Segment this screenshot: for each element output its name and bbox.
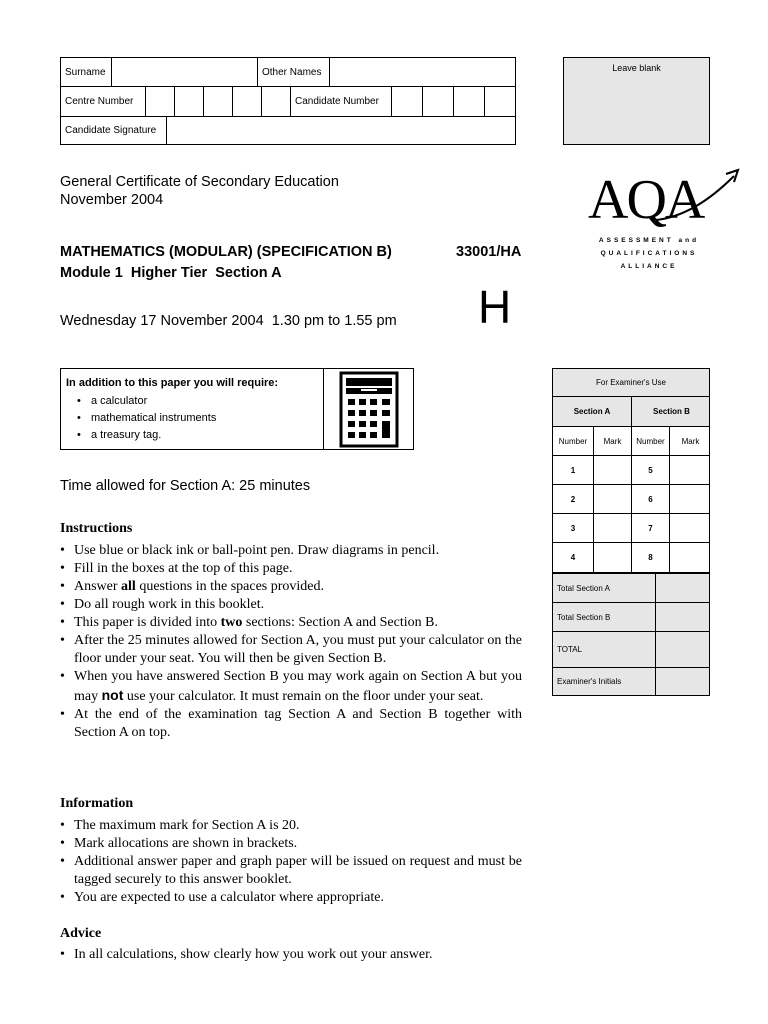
instructions-list [60, 542, 522, 742]
candidate-digit-box[interactable] [454, 87, 485, 116]
mark-cell[interactable] [594, 485, 632, 513]
qualification-title: General Certificate of Secondary Education [60, 174, 339, 190]
requirements-box [60, 368, 414, 450]
module-title: Module 1 Higher Tier Section A [60, 265, 282, 281]
mark-cell[interactable] [670, 485, 711, 513]
instruction-item: • Fill in the boxes at the top of this page. [60, 560, 522, 578]
other-names-label: Other Names [258, 58, 330, 86]
question-number: 7 [632, 514, 670, 542]
question-number: 4 [553, 543, 594, 572]
section-b-header: Section B [653, 407, 690, 416]
exam-session: November 2004 [60, 192, 164, 208]
question-row [553, 485, 709, 514]
question-number: 2 [553, 485, 594, 513]
centre-digit-box[interactable] [175, 87, 204, 116]
examiner-initials-label: Examiner's Initials [553, 668, 656, 695]
calculator-icon [324, 369, 414, 449]
name-row [61, 58, 515, 87]
mark-cell[interactable] [594, 543, 632, 572]
question-number: 1 [553, 456, 594, 484]
leave-blank-box: Leave blank [563, 57, 710, 145]
signature-label: Candidate Signature [61, 117, 167, 144]
question-number: 3 [553, 514, 594, 542]
information-item: • Additional answer paper and graph paper will be issued on request and must be tagged securely to this answer booklet. [60, 853, 522, 889]
section-a-header: Section A [553, 397, 632, 426]
mark-cell[interactable] [670, 543, 711, 572]
total-b-row [553, 603, 709, 632]
centre-digit-box[interactable] [146, 87, 175, 116]
question-row [553, 543, 709, 574]
instruction-item: • Use blue or black ink or ball-point pen. Draw diagrams in pencil. [60, 542, 522, 560]
aqa-logo [584, 168, 744, 278]
centre-digit-box[interactable] [233, 87, 262, 116]
initials-row [553, 668, 709, 695]
instruction-item: • Do all rough work in this booklet. [60, 596, 522, 614]
logo-wordmark: AQA [588, 169, 704, 231]
examiner-title: For Examiner's Use [596, 378, 666, 387]
examiners-use-table [552, 368, 710, 696]
section-header-row [553, 397, 709, 427]
signature-row [61, 117, 515, 144]
centre-digit-box[interactable] [262, 87, 291, 116]
other-names-field[interactable] [330, 58, 517, 86]
examiner-title-row [553, 369, 709, 397]
requirement-item: • a calculator [66, 393, 278, 410]
information-list [60, 817, 522, 907]
question-row [553, 456, 709, 485]
requirement-item: • mathematical instruments [66, 410, 278, 427]
candidate-digit-box[interactable] [485, 87, 517, 116]
total-section-a-label: Total Section A [553, 574, 656, 602]
candidate-digit-box[interactable] [423, 87, 454, 116]
total-section-a-cell[interactable] [656, 574, 711, 602]
logo-line-2: QUALIFICATIONS [600, 250, 698, 257]
question-number: 6 [632, 485, 670, 513]
information-item: • Mark allocations are shown in brackets. [60, 835, 522, 853]
question-number: 8 [632, 543, 670, 572]
candidate-number-label: Candidate Number [291, 87, 392, 116]
candidate-details-box [60, 57, 516, 145]
total-section-b-cell[interactable] [656, 603, 711, 631]
question-row [553, 514, 709, 543]
requirements-heading: In addition to this paper you will require: [66, 377, 279, 389]
column-header-row [553, 427, 709, 456]
information-item: • The maximum mark for Section A is 20. [60, 817, 522, 835]
numbers-row [61, 87, 515, 117]
mark-header: Mark [594, 427, 632, 455]
instruction-item: • After the 25 minutes allowed for Section A, you must put your calculator on the floor under your seat. You will then be given Section B. [60, 632, 522, 668]
centre-number-label: Centre Number [61, 87, 146, 116]
instruction-item: • When you have answered Section B you may work again on Section A but you may not use your calculator. It must remain on the floor under your seat. [60, 668, 522, 706]
calculator-panel [323, 369, 414, 449]
logo-line-1: ASSESSMENT and [598, 237, 700, 244]
mark-cell[interactable] [594, 456, 632, 484]
examiner-initials-cell[interactable] [656, 668, 711, 695]
requirements-list [66, 393, 278, 444]
mark-header: Mark [681, 436, 700, 446]
information-item: • You are expected to use a calculator where appropriate. [60, 889, 522, 907]
mark-cell[interactable] [670, 456, 711, 484]
paper-code: 33001/HA [456, 244, 522, 260]
surname-label: Surname [61, 58, 112, 86]
logo-line-3: ALLIANCE [620, 263, 678, 270]
total-a-row [553, 574, 709, 603]
total-row [553, 632, 709, 668]
exam-datetime: Wednesday 17 November 2004 1.30 pm to 1.55 pm [60, 313, 397, 329]
question-number: 5 [632, 456, 670, 484]
number-header: Number [553, 427, 594, 455]
instruction-item: • This paper is divided into two sections: Section A and Section B. [60, 614, 522, 632]
mark-cell[interactable] [670, 514, 711, 542]
centre-digit-box[interactable] [204, 87, 233, 116]
total-cell[interactable] [656, 632, 711, 667]
subject-title: MATHEMATICS (MODULAR) (SPECIFICATION B) [60, 244, 392, 260]
advice-heading: Advice [60, 926, 102, 941]
number-header: Number [632, 427, 670, 455]
instructions-heading: Instructions [60, 521, 133, 536]
total-section-b-label: Total Section B [553, 603, 656, 631]
signature-field[interactable] [167, 117, 517, 144]
requirement-item: • a treasury tag. [66, 427, 278, 444]
tier-letter: H [478, 281, 512, 333]
surname-field[interactable] [112, 58, 258, 86]
total-label: TOTAL [553, 632, 656, 667]
advice-item: • In all calculations, show clearly how you work out your answer. [60, 946, 522, 964]
advice-list [60, 946, 522, 964]
information-heading: Information [60, 796, 134, 811]
mark-cell[interactable] [594, 514, 632, 542]
logo-swoosh-icon [654, 168, 744, 228]
candidate-digit-box[interactable] [392, 87, 423, 116]
time-allowed: Time allowed for Section A: 25 minutes [60, 478, 311, 494]
instruction-item: • Answer all questions in the spaces provided. [60, 578, 522, 596]
instruction-item: • At the end of the examination tag Section A and Section B together with Section A on top. [60, 706, 522, 742]
